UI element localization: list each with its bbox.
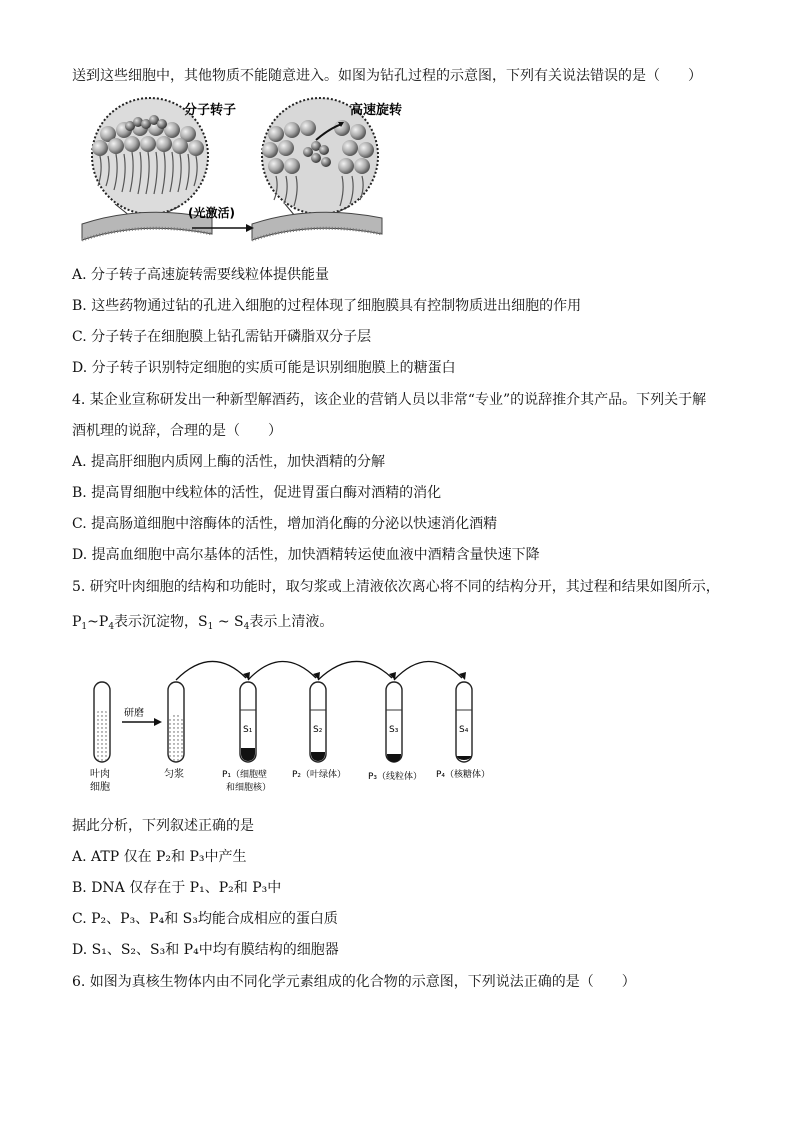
label-homogenate: 匀浆 [164, 769, 184, 780]
q4-option-d: D. 提高血细胞中高尔基体的活性，加快酒精转运使血液中酒精含量快速下降 [72, 547, 540, 563]
q5-option-b: B. DNA 仅存在于 P₁、P₂和 P₃中 [72, 880, 282, 896]
q4-stem-line1: 4. 某企业宣称研发出一种新型解酒药，该企业的营销人员以非常“专业”的说辞推介其产品。下列关于解 [72, 392, 707, 408]
q4-stem-line2: 酒机理的说辞，合理的是（ ） [72, 423, 282, 439]
label-high-speed-rotation: 高速旋转 [350, 103, 403, 118]
label-p4: P₄（核糖体） [436, 770, 491, 780]
q3-option-b: B. 这些药物通过钻的孔进入细胞的过程体现了细胞膜具有控制物质进出细胞的作用 [72, 298, 582, 314]
label-leaf: 叶肉 [90, 769, 110, 780]
label-s2: S₂ [313, 725, 323, 735]
q3-option-d: D. 分子转子识别特定细胞的实质可能是识别细胞膜上的糖蛋白 [72, 360, 456, 376]
label-p1-b: 和细胞核） [226, 783, 272, 793]
q4-option-b: B. 提高胃细胞中线粒体的活性，促进胃蛋白酶对酒精的消化 [72, 485, 442, 501]
label-grinding: 研磨 [124, 708, 144, 719]
tube-leaf-cells [94, 682, 110, 762]
tube-homogenate [168, 682, 184, 762]
q4-option-c: C. 提高肠道细胞中溶酶体的活性，增加消化酶的分泌以快速消化酒精 [72, 516, 498, 532]
label-s4: S₄ [459, 725, 469, 735]
tube-p2 [310, 682, 326, 762]
label-p2: P₂（叶绿体） [292, 770, 347, 780]
q3-intro: 送到这些细胞中，其他物质不能随意进入。如图为钻孔过程的示意图，下列有关说法错误的是（ ） [72, 68, 702, 84]
q5-stem-line1: 5. 研究叶肉细胞的结构和功能时，取匀浆或上清液依次离心将不同的结构分开，其过程和结果如图所示， [72, 579, 720, 595]
label-p3: P₃（线粒体） [368, 772, 423, 782]
tube-p3 [386, 682, 402, 762]
q5-option-d: D. S₁、S₂、S₃和 P₄中均有膜结构的细胞器 [72, 942, 339, 958]
label-light-activation: (光激活) [188, 206, 235, 220]
membrane-rotor-figure [80, 96, 420, 256]
tube-p1 [240, 682, 256, 762]
q5-option-a: A. ATP 仅在 P₂和 P₃中产生 [72, 849, 247, 865]
q5-question: 据此分析，下列叙述正确的是 [72, 818, 254, 834]
right-membrane-patch [252, 212, 382, 240]
label-s3: S₃ [389, 725, 399, 735]
label-p1-a: P₁（细胞壁 [222, 770, 268, 780]
q6-stem: 6. 如图为真核生物体内由不同化学元素组成的化合物的示意图，下列说法正确的是（ ） [72, 974, 636, 990]
centrifugation-figure [84, 650, 514, 800]
label-molecular-rotor: 分子转子 [184, 103, 237, 118]
q5-option-c: C. P₂、P₃、P₄和 S₃均能合成相应的蛋白质 [72, 911, 338, 927]
q4-option-a: A. 提高肝细胞内质网上酶的活性，加快酒精的分解 [72, 454, 386, 470]
label-cells: 细胞 [90, 782, 110, 793]
label-s1: S₁ [243, 725, 253, 735]
q5-stem-line2: $P_1\sim P_4$表示沉淀物，$S_1$ ~ $S_4$表示上清液。 [72, 614, 334, 632]
q3-option-c: C. 分子转子在细胞膜上钻孔需钻开磷脂双分子层 [72, 329, 372, 345]
tube-p4 [456, 682, 472, 762]
q3-option-a: A. 分子转子高速旋转需要线粒体提供能量 [72, 267, 330, 283]
